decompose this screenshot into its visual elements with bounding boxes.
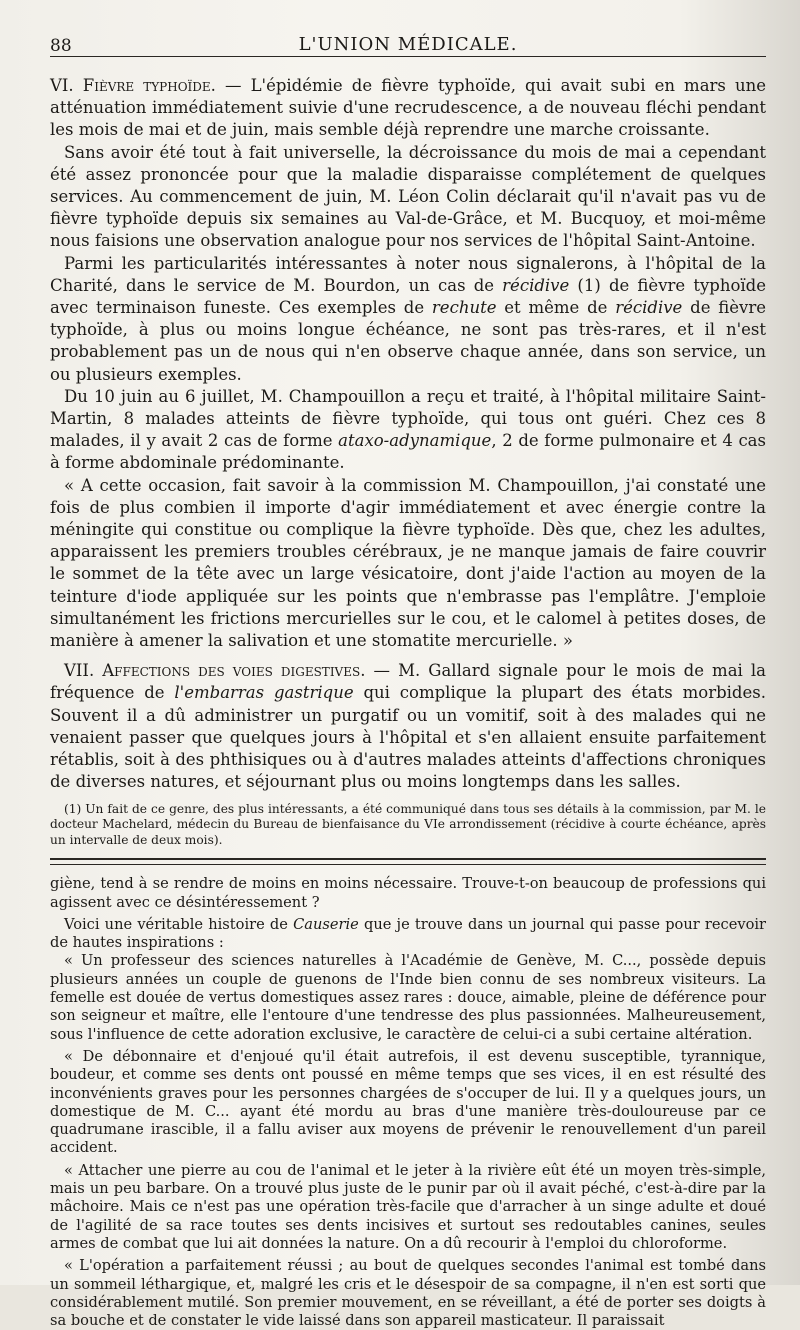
section-7-paragraph: VII. Affections des voies digestives. — M. Gallard signale pour le mois de mai la fréquence de l'embarras gastrique qui complique la plupart des états morbides. Souvent il a dû administrer un purgatif ou un vomitif, soit à des malades qui ne venaient passer que quelques jours à l'hôpital et s'en allaient ensuite parfaitement rétablis, soit à des phthisiques ou à d'autres malades atteints d'affections chroniques de diverses natures, et séjournant plus ou moins longtemps dans les salles. [50,661,766,792]
section-6-intro: VI. Fièvre typhoïde. — L'épidémie de fièvre typhoïde, qui avait subi en mars une atténuation immédiatement suivie d'une recrudescence, a de nouveau fléchi pendant les mois de mai et de juin, mais semble déjà reprendre une marche croissante. [50,76,766,140]
feuilleton-paragraph-1: giène, tend à se rendre de moins en moins nécessaire. Trouve-t-on beaucoup de professions qui agissent avec ce désintéressement ? [50,875,766,911]
section-divider [50,858,766,865]
section-6-paragraph-4: Du 10 juin au 6 juillet, M. Champouillon a reçu et traité, à l'hôpital militaire Saint-Martin, 8 malades atteints de fièvre typhoïde, qui tous ont guéri. Chez ces 8 malades, il y avait 2 cas de forme ataxo-adynamique, 2 de forme pulmonaire et 4 cas à forme abdominale prédominante. [50,386,766,473]
feuilleton-paragraph-2: Voici une véritable histoire de Causerie que je trouve dans un journal qui passe pour recevoir de hautes inspirations : [50,915,767,952]
page-number: 88 [50,36,72,56]
feuilleton-paragraph-3: « Un professeur des sciences naturelles à l'Académie de Genève, M. C..., possède depuis plusieurs années un couple de guenons de l'Inde bien connu de ses nombreux visiteurs. La femelle est douée de vertus domestiques assez rares : douce, aimable, pleine de déférence pour son seigneur et maître, elle l'entoure d'une tendresse des plus passionnées. Malheureusement, sous l'influence de cette adoration exclusive, le caractère de celui-ci a subi certaine altération. [50,952,766,1043]
feuilleton-paragraph-4: « De débonnaire et d'enjoué qu'il était autrefois, il est devenu susceptible, tyrannique, boudeur, et comme ses dents ont poussé en même temps que ses vices, il en est résulté des inconvénients graves pour les personnes chargées de s'occuper de lui. Il y a quelques jours, un domestique de M. C... ayant été mordu au bras d'une manière très-douloureuse par ce quadrumane irascible, il a fallu aviser aux moyens de prévenir le renouvellement d'un pareil accident. [50,1047,766,1157]
footnote [50,802,766,849]
section-6-quote: « A cette occasion, fait savoir à la commission M. Champouillon, j'ai constaté une fois de plus combien il importe d'agir immédiatement et avec énergie contre la méningite qui constitue ou complique la fièvre typhoïde. Dès que, chez les adultes, apparaissent les premiers troubles cérébraux, je ne manque jamais de faire couvrir le sommet de la tête avec un large vésicatoire, dont j'aide l'action au moyen de la teinture d'iode appliquée sur les points que n'embrasse pas l'emplâtre. J'emploie simultanément les frictions mercurielles sur le cou, et le calomel à petites doses, de manière à amener la salivation et une stomatite mercurielle. » [50,475,766,651]
feuilleton-paragraph-6: « L'opération a parfaitement réussi ; au bout de quelques secondes l'animal est tombé dans un sommeil léthargique, et, malgré les cris et le désespoir de sa compagne, il n'en est sorti que considérablement mutilé. Son premier mouvement, en se réveillant, a été de porter ses doigts à sa bouche et de constater le vide laissé dans son appareil masticateur. Il paraissait [50,1257,766,1330]
section-7-heading: VII. Affections des voies digestives. [64,661,366,681]
feuilleton-paragraph-5: « Attacher une pierre au cou de l'animal et le jeter à la rivière eût été un moyen très-simple, mais un peu barbare. On a trouvé plus juste de le punir par où il avait péché, c'est-à-dire par la mâchoire. Mais ce n'est pas une opération très-facile que d'arracher à un singe adulte et doué de l'agilité de sa race toutes ses dents incisives et surtout ses redoutables canines, seules armes de combat que lui ait données la nature. On a dû recourir à l'emploi du chloroforme. [50,1161,766,1252]
feuilleton [50,865,766,1330]
main-article [50,57,766,848]
footnote-text: (1) Un fait de ce genre, des plus intéressants, a été communiqué dans tous ses détails à la commission, par M. le docteur Machelard, médecin du Bureau de bienfaisance du VIe arrondissement (récidive à courte échéance, après un intervalle de deux mois). [50,801,766,847]
section-6-paragraph-3: Parmi les particularités intéressantes à noter nous signalerons, à l'hôpital de la Charité, dans le service de M. Bourdon, un cas de récidive (1) de fièvre typhoïde avec terminaison funeste. Ces exemples de rechute et même de récidive de fièvre typhoïde, à plus ou moins longue échéance, ne sont pas très-rares, et il n'est probablement pas un de nous qui n'en observe chaque année, dans son service, un ou plusieurs exemples. [50,253,767,384]
running-head [50,26,766,57]
section-6-heading: VI. Fièvre typhoïde. [50,76,216,95]
journal-title: L'UNION MÉDICALE. [298,34,518,55]
section-6-paragraph-2: Sans avoir été tout à fait universelle, la décroissance du mois de mai a cependant été assez prononcée pour que la maladie disparaisse complétement de quelques services. Au commencement de juin, M. Léon Colin déclarait qu'il n'avait pas vu de fièvre typhoïde depuis six semaines au Val-de-Grâce, et M. Bucquoy, et moi-même nous faisions une observation analogue pour nos services de l'hôpital Saint-Antoine. [50,142,766,251]
